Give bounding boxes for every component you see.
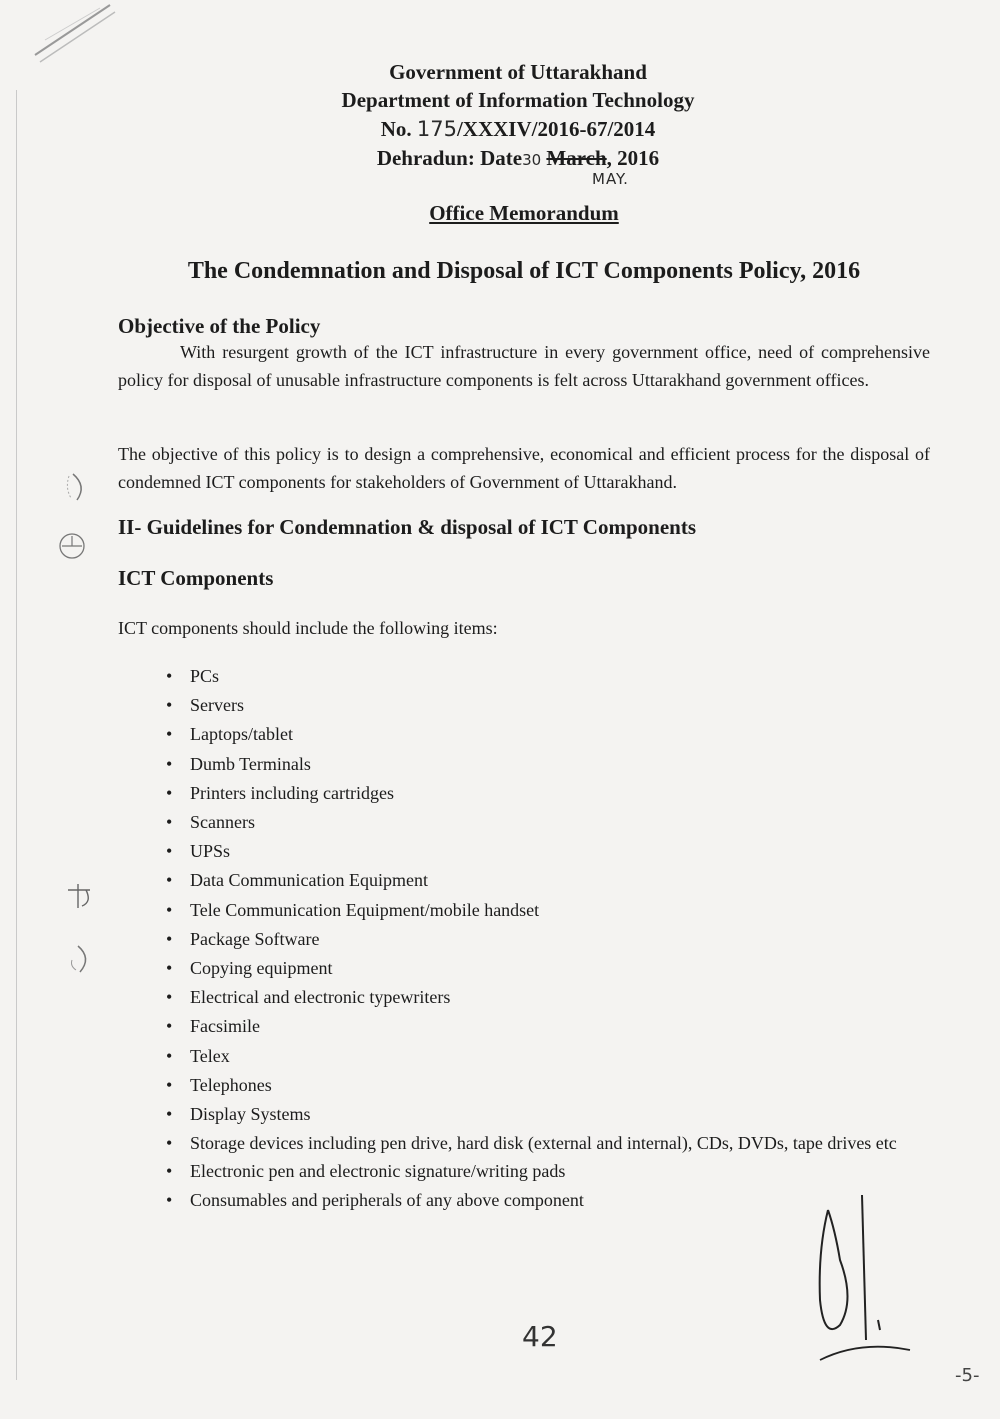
list-item: • Display Systems xyxy=(118,1100,938,1129)
list-item: • Data Communication Equipment xyxy=(118,866,938,895)
handwritten-day: 30 xyxy=(522,151,542,169)
objective-heading: Objective of the Policy xyxy=(118,314,321,338)
list-item: • Tele Communication Equipment/mobile handset xyxy=(118,896,938,925)
struck-month: March xyxy=(546,146,607,170)
list-item: • PCs xyxy=(118,662,938,691)
policy-title: The Condemnation and Disposal of ICT Components Policy, 2016 xyxy=(187,258,861,284)
header-date: Dehradun: Date30 March, 2016 xyxy=(376,146,660,170)
list-item: • Telex xyxy=(118,1042,938,1071)
header-department: Department of Information Technology xyxy=(341,88,695,112)
page-number: 42 xyxy=(522,1320,558,1353)
list-item: • Electronic pen and electronic signature/writing pads xyxy=(118,1157,938,1186)
list-item: • Scanners xyxy=(118,808,938,837)
objective-paragraph-1: With resurgent growth of the ICT infrastructure in every government office, need of comprehensive policy for disposal of unusable infrastructure components is felt across Uttarakhand government offices. xyxy=(118,342,930,390)
memo-title: Office Memorandum xyxy=(429,201,619,225)
list-item: • Laptops/tablet xyxy=(118,720,938,749)
header-government: Government of Uttarakhand xyxy=(389,60,647,84)
handwritten-number: 175 xyxy=(416,117,457,141)
header-reference-number: No. 175/XXXIV/2016-67/2014 xyxy=(380,117,656,141)
margin-handwriting-mark xyxy=(62,880,102,915)
list-item: • Electrical and electronic typewriters xyxy=(118,983,938,1012)
list-item: • Facsimile xyxy=(118,1012,938,1041)
list-item: • Dumb Terminals xyxy=(118,750,938,779)
list-item: • Consumables and peripherals of any above component xyxy=(118,1186,938,1215)
list-item: • Package Software xyxy=(118,925,938,954)
list-item: • Servers xyxy=(118,691,938,720)
list-item: • UPSs xyxy=(118,837,938,866)
punch-hole-mark xyxy=(50,528,95,568)
objective-paragraph-2: The objective of this policy is to design a comprehensive, economical and efficient process for the disposal of condemned ICT components for stakeholders of Government of Uttarakhand. xyxy=(118,444,930,492)
punch-hole-mark xyxy=(55,468,95,508)
components-list xyxy=(118,662,938,1216)
handwritten-month: MAY. xyxy=(592,170,629,188)
guidelines-heading: II- Guidelines for Condemnation & disposal of ICT Components xyxy=(118,515,696,539)
list-item: • Copying equipment xyxy=(118,954,938,983)
side-page-mark: -5- xyxy=(955,1365,980,1386)
list-item: • Telephones xyxy=(118,1071,938,1100)
components-intro: ICT components should include the following items: xyxy=(118,618,498,638)
scan-margin-line xyxy=(16,90,17,1380)
components-heading: ICT Components xyxy=(118,566,274,590)
signature xyxy=(800,1190,920,1380)
punch-hole-mark xyxy=(60,940,100,980)
list-item: • Printers including cartridges xyxy=(118,779,938,808)
list-item: • Storage devices including pen drive, hard disk (external and internal), CDs, DVDs, tape drives etc xyxy=(118,1129,950,1157)
